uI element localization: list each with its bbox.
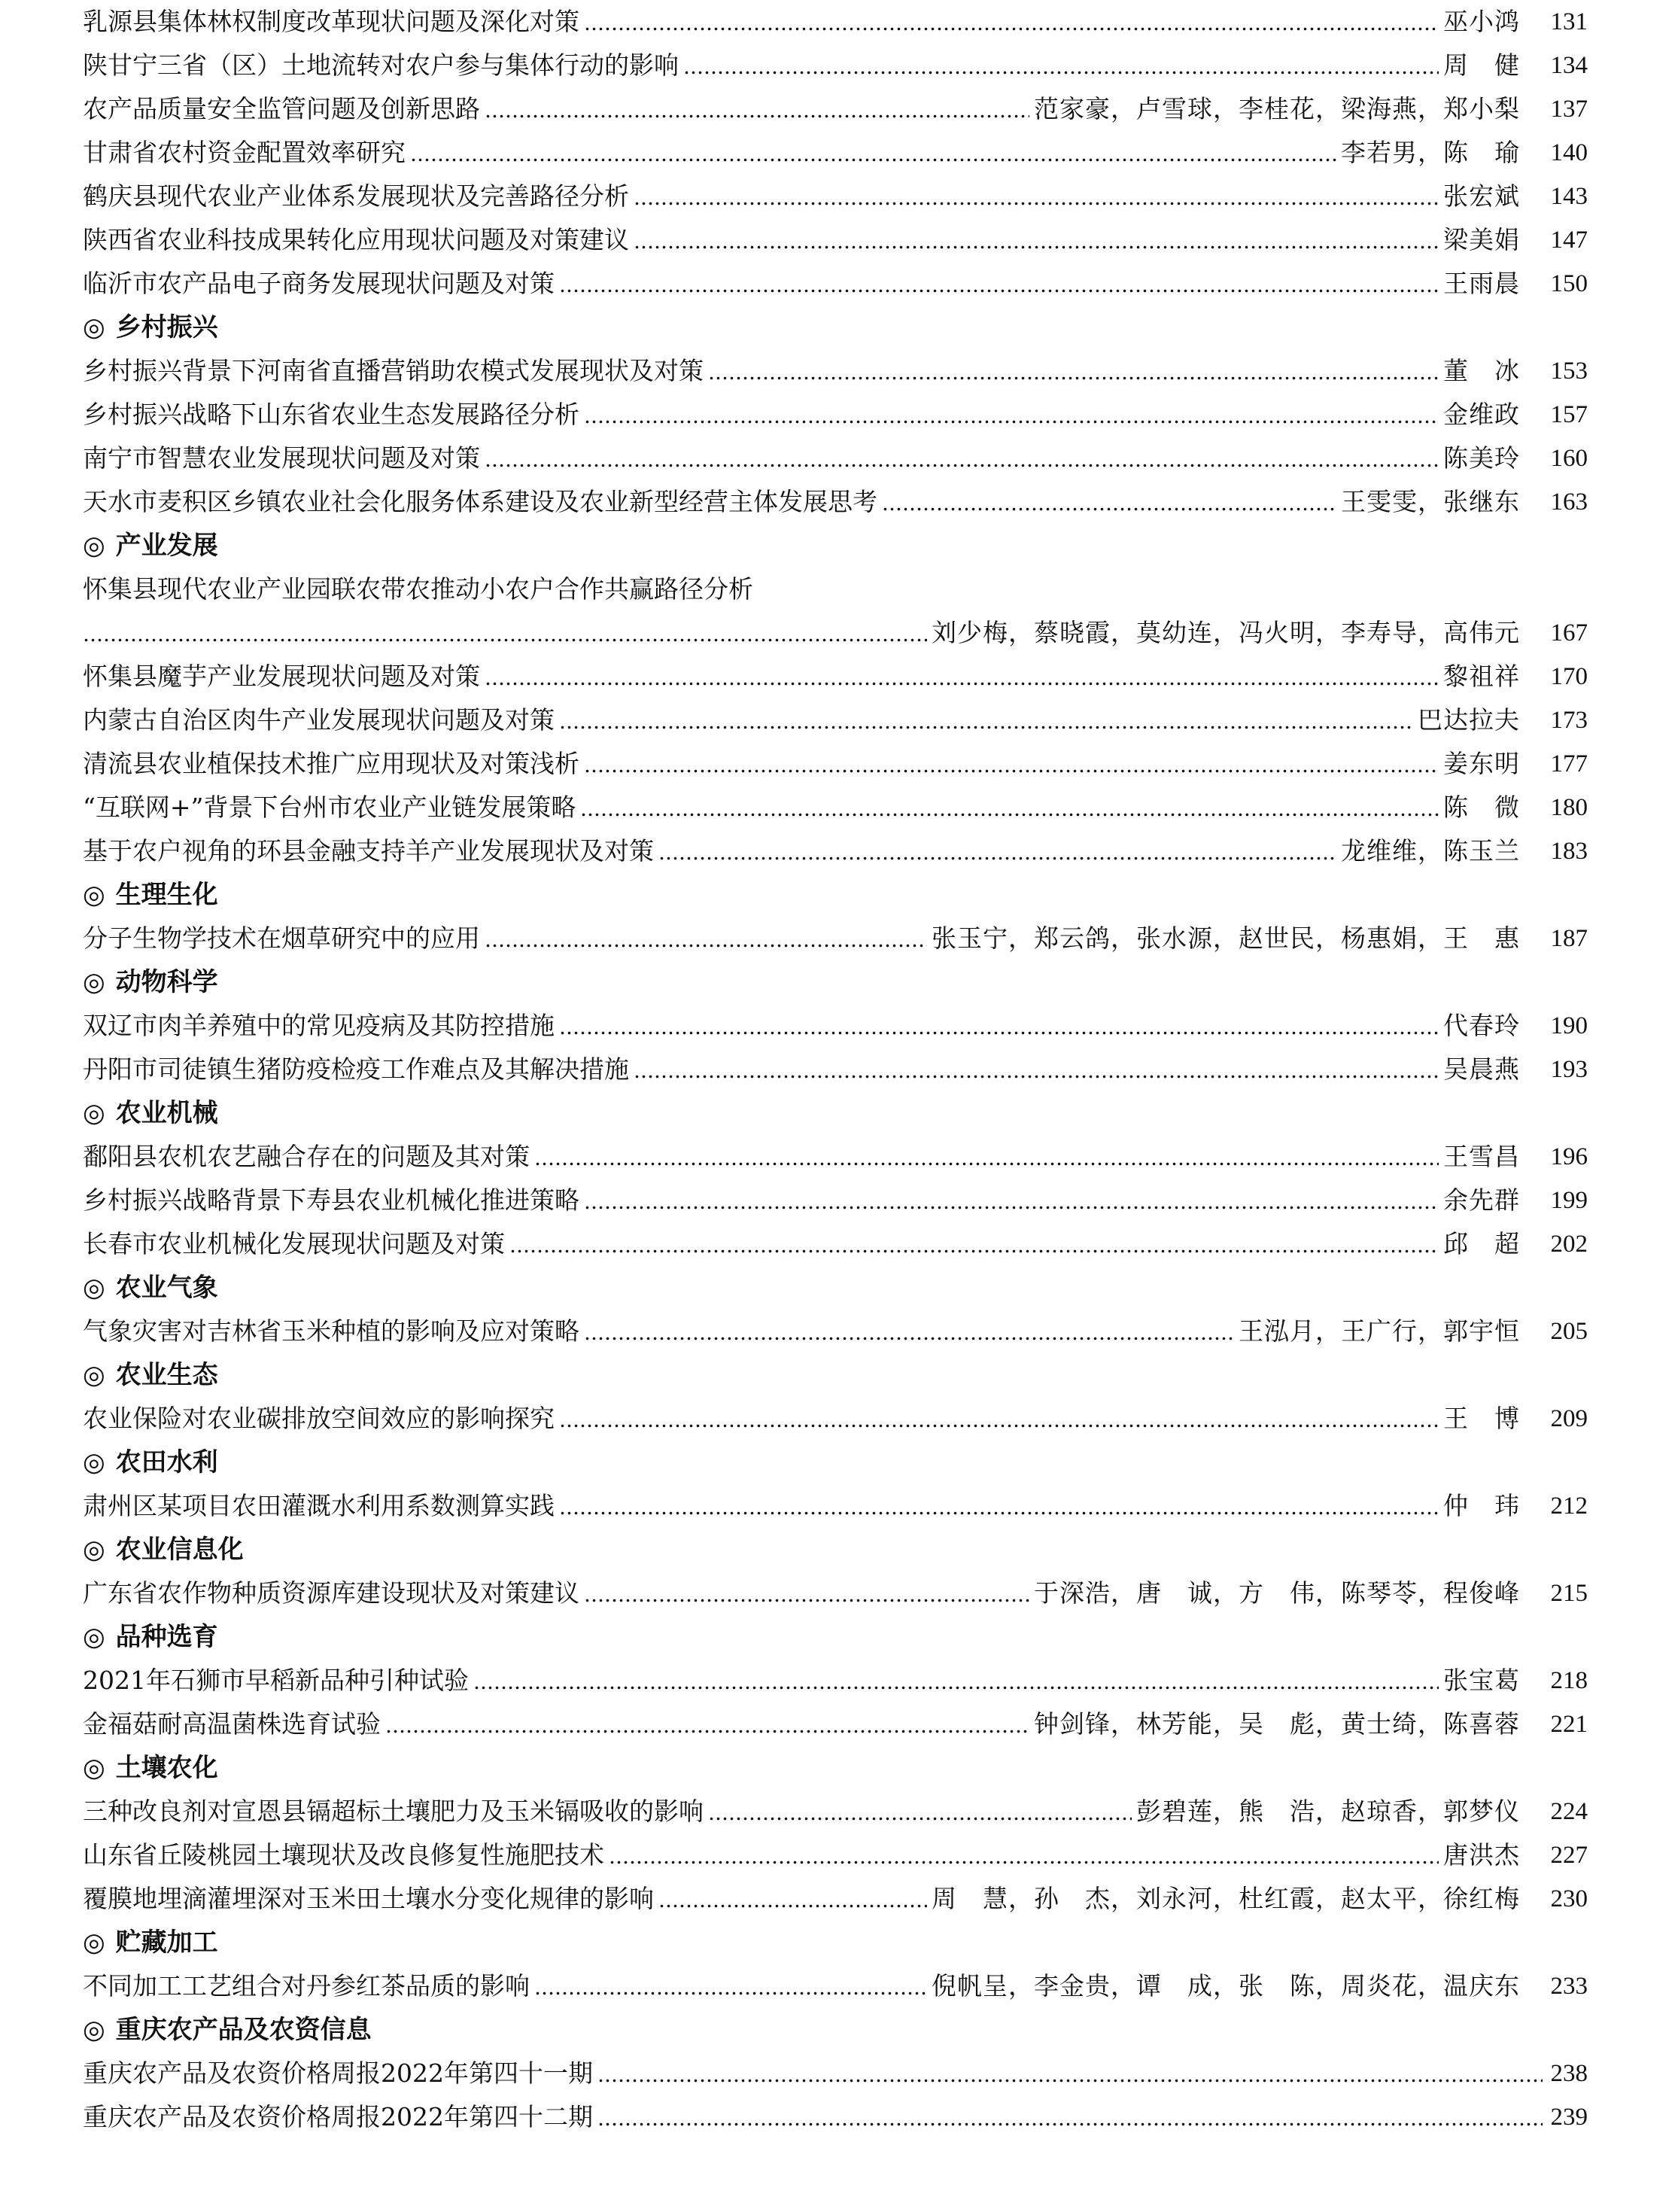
section-heading: [83, 1528, 1588, 1572]
entry-authors: 王泓月，王广行，郭宇恒: [1239, 1316, 1520, 1346]
entry-title: 肃州区某项目农田灌溉水利用系数测算实践: [83, 1491, 555, 1520]
entry-title: 不同加工工艺组合对丹参红茶品质的影响: [83, 1971, 530, 2001]
dot-leader: [683, 71, 1439, 75]
entry-page-number: 199: [1550, 1187, 1588, 1214]
toc-entry[interactable]: [83, 2052, 1588, 2095]
entry-authors: 董 冰: [1443, 356, 1520, 385]
section-heading-text: 农业信息化: [115, 1535, 244, 1565]
entry-page-number: 218: [1550, 1667, 1588, 1694]
entry-authors: 王雯雯，张继东: [1341, 487, 1520, 516]
toc-entry[interactable]: [83, 1048, 1588, 1091]
entry-authors: 周 健: [1443, 50, 1520, 80]
dot-leader: [634, 245, 1439, 249]
section-marker-icon: ◎: [83, 312, 105, 342]
dot-leader: [559, 726, 1413, 729]
toc-entry[interactable]: [83, 1572, 1588, 1615]
entry-authors: 张宝葛: [1443, 1666, 1520, 1695]
dot-leader: [580, 813, 1439, 817]
entry-title: 南宁市智慧农业发展现状问题及对策: [83, 443, 480, 473]
section-marker-icon: ◎: [83, 531, 105, 561]
section-heading-text: 动物科学: [115, 967, 218, 997]
toc-entry[interactable]: [83, 917, 1588, 960]
entry-page-number: 238: [1550, 2060, 1588, 2087]
entry-title: 乡村振兴战略下山东省农业生态发展路径分析: [83, 400, 579, 429]
section-marker-icon: ◎: [83, 1535, 105, 1565]
entry-authors: 王 博: [1443, 1404, 1520, 1433]
entry-page-number: 150: [1550, 270, 1588, 297]
section-marker-icon: ◎: [83, 880, 105, 910]
entry-page-number: 221: [1550, 1711, 1588, 1738]
toc-entry[interactable]: [83, 1004, 1588, 1048]
section-heading: [83, 1353, 1588, 1397]
section-marker-icon: ◎: [83, 1098, 105, 1128]
dot-leader: [708, 1817, 1132, 1821]
section-heading-text: 农业气象: [115, 1273, 218, 1303]
entry-title: 分子生物学技术在烟草研究中的应用: [83, 923, 480, 953]
toc-entry[interactable]: [83, 1833, 1588, 1877]
entry-page-number: 143: [1550, 183, 1588, 210]
entry-title: “互联网+”背景下台州市农业产业链发展策略: [83, 793, 576, 822]
section-heading-text: 贮藏加工: [115, 1928, 218, 1958]
toc-entry[interactable]: [83, 2095, 1588, 2139]
dot-leader: [534, 1162, 1439, 1166]
dot-leader: [584, 769, 1439, 773]
entry-authors: 张玉宁，郑云鸽，张水源，赵世民，杨惠娟，王 惠: [932, 923, 1520, 953]
dot-leader: [83, 638, 927, 642]
entry-title: 气象灾害对吉林省玉米种植的影响及应对策略: [83, 1316, 579, 1346]
section-heading-text: 农业生态: [115, 1360, 218, 1390]
section-marker-icon: ◎: [83, 1622, 105, 1652]
entry-page-number: 209: [1550, 1405, 1588, 1432]
dot-leader: [559, 1031, 1439, 1035]
toc-entry[interactable]: [83, 131, 1588, 175]
entry-page-number: 134: [1550, 52, 1588, 79]
entry-page-number: 187: [1550, 925, 1588, 952]
entry-title: 清流县农业植保技术推广应用现状及对策浅析: [83, 749, 579, 778]
entry-authors: 李若男，陈 瑜: [1341, 138, 1520, 167]
dot-leader: [597, 2122, 1543, 2126]
entry-page-number: 153: [1550, 358, 1588, 385]
section-heading-text: 乡村振兴: [115, 312, 218, 342]
entry-authors: 黎祖祥: [1443, 662, 1520, 691]
section-marker-icon: ◎: [83, 1360, 105, 1390]
entry-page-number: 167: [1550, 619, 1588, 647]
entry-authors: 仲 玮: [1443, 1491, 1520, 1520]
entry-authors: 姜东明: [1443, 749, 1520, 778]
toc-entry[interactable]: [83, 1877, 1588, 1921]
entry-authors: 金维政: [1443, 400, 1520, 429]
toc-entry[interactable]: [83, 1310, 1588, 1353]
entry-authors: 钟剑锋，林芳能，吴 彪，黄士绮，陈喜蓉: [1034, 1709, 1520, 1739]
dot-leader: [584, 1337, 1234, 1340]
entry-authors: 巫小鸿: [1443, 7, 1520, 36]
section-marker-icon: ◎: [83, 967, 105, 997]
entry-authors: 唐洪杰: [1443, 1840, 1520, 1870]
entry-authors: 刘少梅，蔡晓霞，莫幼连，冯火明，李寿导，高伟元: [932, 618, 1520, 647]
entry-title: 甘肃省农村资金配置效率研究: [83, 138, 406, 167]
toc-entry[interactable]: [83, 655, 1588, 698]
toc-entry[interactable]: [83, 1964, 1588, 2008]
dot-leader: [584, 1206, 1439, 1209]
entry-authors: 张宏斌: [1443, 181, 1520, 211]
entry-page-number: 196: [1550, 1143, 1588, 1170]
toc-entry[interactable]: [83, 1790, 1588, 1833]
entry-page-number: 180: [1550, 794, 1588, 821]
entry-title[interactable]: 怀集县现代农业产业园联农带农推动小农户合作共赢路径分析: [83, 574, 753, 604]
toc-entry[interactable]: [83, 1179, 1588, 1222]
entry-authors: 于深浩，唐 诚，方 伟，陈琴苓，程俊峰: [1034, 1578, 1520, 1608]
dot-leader: [485, 682, 1439, 686]
section-heading: [83, 524, 1588, 567]
toc-entry[interactable]: [83, 1702, 1588, 1746]
toc-entry[interactable]: [83, 393, 1588, 437]
entry-page-number: 131: [1550, 8, 1588, 35]
dot-leader: [473, 1686, 1439, 1690]
entry-title: 鹤庆县现代农业产业体系发展现状及完善路径分析: [83, 181, 629, 211]
section-marker-icon: ◎: [83, 1447, 105, 1477]
section-heading-text: 土壤农化: [115, 1753, 218, 1783]
dot-leader: [658, 857, 1336, 860]
entry-title: 重庆农产品及农资价格周报2022年第四十二期: [83, 2102, 593, 2131]
entry-authors: 龙维维，陈玉兰: [1341, 836, 1520, 866]
entry-authors: 吴晨燕: [1443, 1054, 1520, 1084]
toc-entry[interactable]: [83, 1397, 1588, 1441]
entry-authors: 梁美娟: [1443, 225, 1520, 254]
toc-entry[interactable]: [83, 1222, 1588, 1266]
entry-title: 乡村振兴背景下河南省直播营销助农模式发展现状及对策: [83, 356, 704, 385]
section-heading: [83, 1266, 1588, 1310]
section-heading-text: 重庆农产品及农资信息: [115, 2015, 372, 2045]
entry-page-number: 170: [1550, 663, 1588, 690]
entry-title: 乳源县集体林权制度改革现状问题及深化对策: [83, 7, 579, 36]
dot-leader: [609, 1861, 1439, 1864]
section-heading: [83, 960, 1588, 1004]
entry-authors: 代春玲: [1443, 1011, 1520, 1040]
entry-page-number: 137: [1550, 96, 1588, 123]
toc-entry[interactable]: [83, 698, 1588, 742]
section-heading: [83, 1615, 1588, 1659]
toc-entry[interactable]: [83, 0, 1588, 44]
dot-leader: [634, 1075, 1439, 1079]
entry-page-number: 193: [1550, 1056, 1588, 1083]
entry-page-number: 202: [1550, 1231, 1588, 1258]
entry-authors: 邱 超: [1443, 1229, 1520, 1258]
section-heading: [83, 873, 1588, 917]
entry-page-number: 160: [1550, 445, 1588, 472]
table-of-contents: [83, 0, 1588, 2139]
toc-entry[interactable]: [83, 829, 1588, 873]
entry-authors: 倪帆呈，李金贵，谭 成，张 陈，周炎花，温庆东: [932, 1971, 1520, 2001]
dot-leader: [882, 507, 1336, 511]
entry-title: 三种改良剂对宣恩县镉超标土壤肥力及玉米镉吸收的影响: [83, 1797, 704, 1826]
entry-page-number: 140: [1550, 139, 1588, 166]
toc-entry[interactable]: [83, 349, 1588, 393]
dot-leader: [634, 202, 1439, 205]
dot-leader: [597, 2079, 1543, 2083]
entry-page-number: 177: [1550, 750, 1588, 777]
entry-title: 丹阳市司徒镇生猪防疫检疫工作难点及其解决措施: [83, 1054, 629, 1084]
entry-authors: 陈美玲: [1443, 443, 1520, 473]
toc-entry[interactable]: [83, 262, 1588, 306]
toc-entry[interactable]: [83, 44, 1588, 87]
dot-leader: [534, 1991, 927, 1995]
entry-title: 天水市麦积区乡镇农业社会化服务体系建设及农业新型经营主体发展思考: [83, 487, 877, 516]
entry-title: 陕甘宁三省（区）土地流转对农户参与集体行动的影响: [83, 50, 679, 80]
entry-title: 双辽市肉羊养殖中的常见疫病及其防控措施: [83, 1011, 555, 1040]
entry-page-number: 157: [1550, 401, 1588, 428]
dot-leader: [559, 289, 1439, 293]
entry-title: 基于农户视角的环县金融支持羊产业发展现状及对策: [83, 836, 654, 866]
toc-entry[interactable]: [83, 480, 1588, 524]
toc-entry[interactable]: [83, 218, 1588, 262]
section-marker-icon: ◎: [83, 2015, 105, 2045]
entry-title: 乡村振兴战略背景下寿县农业机械化推进策略: [83, 1185, 579, 1215]
entry-title: 农产品质量安全监管问题及创新思路: [83, 94, 480, 123]
entry-authors: 彭碧莲，熊 浩，赵琼香，郭梦仪: [1136, 1797, 1520, 1826]
section-heading-text: 品种选育: [115, 1622, 218, 1652]
entry-authors: 王雨晨: [1443, 269, 1520, 298]
entry-title: 鄱阳县农机农艺融合存在的问题及其对策: [83, 1142, 530, 1171]
entry-page-number: 230: [1550, 1885, 1588, 1912]
entry-page-number: 163: [1550, 488, 1588, 516]
entry-title: 怀集县魔芋产业发展现状问题及对策: [83, 662, 480, 691]
entry-authors: 陈 微: [1443, 793, 1520, 822]
toc-entry[interactable]: [83, 1135, 1588, 1179]
entry-authors: 余先群: [1443, 1185, 1520, 1215]
section-heading: [83, 1921, 1588, 1964]
entry-title: 重庆农产品及农资价格周报2022年第四十一期: [83, 2058, 593, 2088]
section-heading: [83, 1746, 1588, 1790]
entry-title: 长春市农业机械化发展现状问题及对策: [83, 1229, 505, 1258]
entry-page-number: 212: [1550, 1492, 1588, 1520]
section-heading: [83, 2008, 1588, 2052]
entry-title: 覆膜地埋滴灌埋深对玉米田土壤水分变化规律的影响: [83, 1884, 654, 1913]
toc-entry[interactable]: [83, 786, 1588, 829]
dot-leader: [410, 158, 1336, 162]
toc-entry[interactable]: [83, 1484, 1588, 1528]
dot-leader: [485, 464, 1439, 467]
dot-leader: [584, 1599, 1029, 1602]
entry-page-number: 173: [1550, 707, 1588, 734]
section-heading-text: 农田水利: [115, 1447, 218, 1477]
toc-entry[interactable]: [83, 175, 1588, 218]
entry-page-number: 233: [1550, 1973, 1588, 2000]
section-heading-text: 生理生化: [115, 880, 218, 910]
entry-title: 内蒙古自治区肉牛产业发展现状问题及对策: [83, 705, 555, 735]
dot-leader: [559, 1511, 1439, 1515]
section-heading-text: 产业发展: [115, 531, 218, 561]
entry-title: 广东省农作物种质资源库建设现状及对策建议: [83, 1578, 579, 1608]
toc-entry[interactable]: [83, 742, 1588, 786]
entry-page-number: 205: [1550, 1318, 1588, 1345]
entry-page-number: 183: [1550, 838, 1588, 865]
entry-title: 山东省丘陵桃园土壤现状及改良修复性施肥技术: [83, 1840, 604, 1870]
section-heading: [83, 1441, 1588, 1484]
entry-authors: 巴达拉夫: [1418, 705, 1520, 735]
entry-page-number: 239: [1550, 2104, 1588, 2131]
dot-leader: [658, 1904, 927, 1908]
toc-entry[interactable]: [83, 611, 1588, 655]
entry-authors: 范家豪，卢雪球，李桂花，梁海燕，郑小梨: [1034, 94, 1520, 123]
entry-authors: 周 慧，孙 杰，刘永河，杜红霞，赵太平，徐红梅: [932, 1884, 1520, 1913]
dot-leader: [509, 1249, 1439, 1253]
section-heading: [83, 1091, 1588, 1135]
dot-leader: [485, 944, 927, 948]
section-heading-text: 农业机械: [115, 1098, 218, 1128]
entry-title: 陕西省农业科技成果转化应用现状问题及对策建议: [83, 225, 629, 254]
entry-page-number: 190: [1550, 1012, 1588, 1039]
entry-page-number: 147: [1550, 227, 1588, 254]
entry-title: 金福菇耐高温菌株选育试验: [83, 1709, 381, 1739]
toc-entry[interactable]: [83, 1659, 1588, 1702]
entry-title: 临沂市农产品电子商务发展现状问题及对策: [83, 269, 555, 298]
entry-page-number: 224: [1550, 1798, 1588, 1825]
dot-leader: [559, 1424, 1439, 1428]
dot-leader: [708, 376, 1439, 380]
section-marker-icon: ◎: [83, 1753, 105, 1783]
entry-title: 农业保险对农业碳排放空间效应的影响探究: [83, 1404, 555, 1433]
entry-page-number: 215: [1550, 1580, 1588, 1607]
entry-title: 2021年石狮市早稻新品种引种试验: [83, 1666, 469, 1695]
entry-page-number: 227: [1550, 1842, 1588, 1869]
toc-entry[interactable]: [83, 437, 1588, 480]
dot-leader: [385, 1730, 1029, 1733]
toc-entry[interactable]: [83, 87, 1588, 131]
dot-leader: [584, 27, 1439, 31]
section-marker-icon: ◎: [83, 1273, 105, 1303]
entry-authors: 王雪昌: [1443, 1142, 1520, 1171]
section-heading: [83, 306, 1588, 349]
section-marker-icon: ◎: [83, 1928, 105, 1958]
dot-leader: [485, 114, 1029, 118]
dot-leader: [584, 420, 1439, 424]
